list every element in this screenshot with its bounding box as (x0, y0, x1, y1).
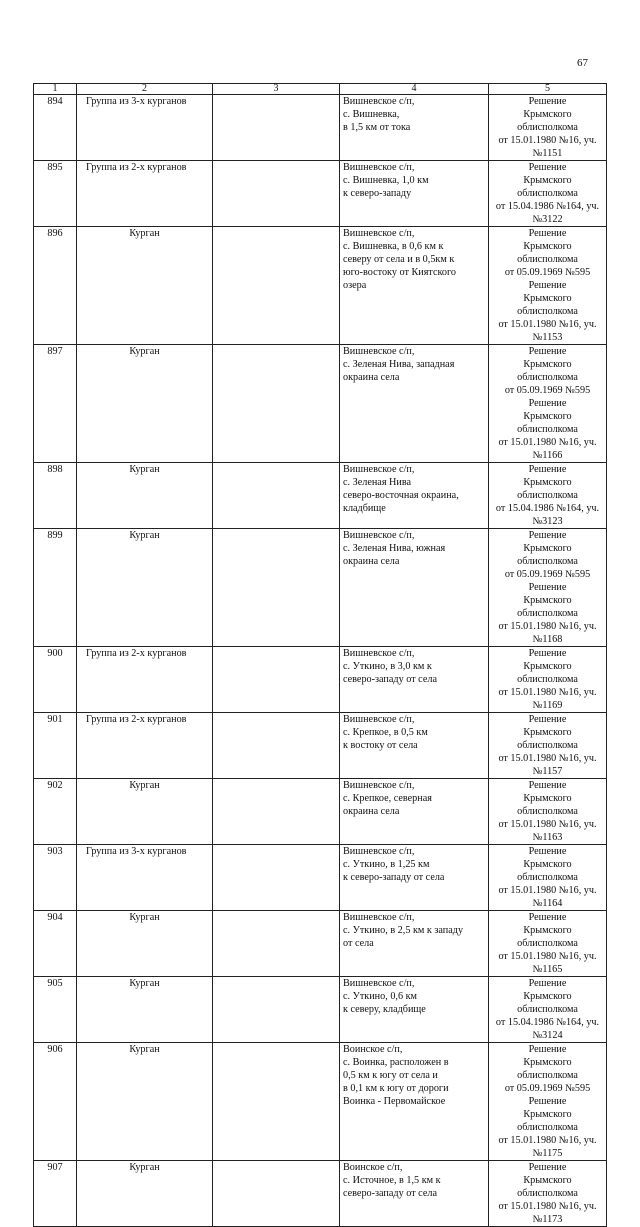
row-number-cell: 894 (34, 95, 77, 161)
table-row (34, 161, 607, 227)
location-cell: Вишневское с/п, с. Вишневка, 1,0 км к северо-западу (340, 161, 489, 227)
row-number-cell: 903 (34, 845, 77, 911)
table-row (34, 911, 607, 977)
row-number-cell: 898 (34, 463, 77, 529)
location-cell: Вишневское с/п, с. Зеленая Нива северо-восточная окраина, кладбище (340, 463, 489, 529)
table-body (34, 95, 607, 1227)
location-cell: Вишневское с/п, с. Уткино, в 2,5 км к западу от села (340, 911, 489, 977)
document-cell: Решение Крымского облисполкома от 15.01.1980 №16, уч.№1164 (489, 845, 607, 911)
table-row (34, 95, 607, 161)
column-header: 3 (213, 84, 340, 95)
table-row (34, 977, 607, 1043)
location-cell: Вишневское с/п, с. Уткино, в 1,25 км к северо-западу от села (340, 845, 489, 911)
blank-cell (213, 463, 340, 529)
row-number-cell: 896 (34, 227, 77, 345)
location-cell: Вишневское с/п, с. Зеленая Нива, западная окраина села (340, 345, 489, 463)
blank-cell (213, 161, 340, 227)
document-cell: Решение Крымского облисполкома от 05.09.1969 №595 Решение Крымского облисполкома от 15.01.1980 №16, уч.№1168 (489, 529, 607, 647)
document-cell: Решение Крымского облисполкома от 05.09.1969 №595 Решение Крымского облисполкома от 15.01.1980 №16, уч.№1175 (489, 1043, 607, 1161)
document-cell: Решение Крымского облисполкома от 05.09.1969 №595 Решение Крымского облисполкома от 15.01.1980 №16, уч.№1153 (489, 227, 607, 345)
table-row (34, 1043, 607, 1161)
table-row (34, 463, 607, 529)
object-name-cell: Курган (77, 1043, 213, 1161)
row-number-cell: 907 (34, 1161, 77, 1227)
object-name-cell: Курган (77, 779, 213, 845)
table-row (34, 1161, 607, 1227)
page-number: 67 (577, 57, 588, 69)
document-cell: Решение Крымского облисполкома от 15.04.1986 №164, уч.№3124 (489, 977, 607, 1043)
location-cell: Вишневское с/п, с. Крепкое, северная окраина села (340, 779, 489, 845)
table-row (34, 529, 607, 647)
blank-cell (213, 779, 340, 845)
blank-cell (213, 95, 340, 161)
object-name-cell: Группа из 3-х курганов (77, 845, 213, 911)
row-number-cell: 901 (34, 713, 77, 779)
row-number-cell: 899 (34, 529, 77, 647)
object-name-cell: Курган (77, 345, 213, 463)
location-cell: Вишневское с/п, с. Вишневка, в 0,6 км к северу от села и в 0,5км к юго-востоку от Киятского озера (340, 227, 489, 345)
table-header-row (34, 84, 607, 95)
column-header: 2 (77, 84, 213, 95)
blank-cell (213, 529, 340, 647)
location-cell: Воинское с/п, с. Источное, в 1,5 км к северо-западу от села (340, 1161, 489, 1227)
row-number-cell: 897 (34, 345, 77, 463)
location-cell: Воинское с/п, с. Воинка, расположен в 0,5 км к югу от села и в 0,1 км к югу от дороги Воинка - Первомайское (340, 1043, 489, 1161)
column-header: 1 (34, 84, 77, 95)
object-name-cell: Курган (77, 227, 213, 345)
document-cell: Решение Крымского облисполкома от 05.09.1969 №595 Решение Крымского облисполкома от 15.01.1980 №16, уч.№1166 (489, 345, 607, 463)
blank-cell (213, 977, 340, 1043)
table-row (34, 345, 607, 463)
location-cell: Вишневское с/п, с. Крепкое, в 0,5 км к востоку от села (340, 713, 489, 779)
blank-cell (213, 227, 340, 345)
object-name-cell: Курган (77, 911, 213, 977)
blank-cell (213, 911, 340, 977)
location-cell: Вишневское с/п, с. Вишневка, в 1,5 км от тока (340, 95, 489, 161)
document-cell: Решение Крымского облисполкома от 15.01.1980 №16, уч.№1169 (489, 647, 607, 713)
blank-cell (213, 845, 340, 911)
row-number-cell: 904 (34, 911, 77, 977)
object-name-cell: Группа из 2-х курганов (77, 713, 213, 779)
column-header: 5 (489, 84, 607, 95)
row-number-cell: 902 (34, 779, 77, 845)
blank-cell (213, 713, 340, 779)
object-name-cell: Курган (77, 977, 213, 1043)
document-cell: Решение Крымского облисполкома от 15.01.1980 №16, уч.№1173 (489, 1161, 607, 1227)
object-name-cell: Группа из 3-х курганов (77, 95, 213, 161)
blank-cell (213, 1043, 340, 1161)
table-row (34, 713, 607, 779)
document-cell: Решение Крымского облисполкома от 15.04.1986 №164, уч.№3122 (489, 161, 607, 227)
document-cell: Решение Крымского облисполкома от 15.01.1980 №16, уч.№1157 (489, 713, 607, 779)
row-number-cell: 906 (34, 1043, 77, 1161)
row-number-cell: 900 (34, 647, 77, 713)
object-name-cell: Курган (77, 1161, 213, 1227)
object-name-cell: Группа из 2-х курганов (77, 647, 213, 713)
location-cell: Вишневское с/п, с. Уткино, 0,6 км к северу, кладбище (340, 977, 489, 1043)
table-row (34, 845, 607, 911)
column-header: 4 (340, 84, 489, 95)
row-number-cell: 895 (34, 161, 77, 227)
location-cell: Вишневское с/п, с. Зеленая Нива, южная окраина села (340, 529, 489, 647)
object-name-cell: Курган (77, 529, 213, 647)
document-cell: Решение Крымского облисполкома от 15.01.1980 №16, уч.№1165 (489, 911, 607, 977)
row-number-cell: 905 (34, 977, 77, 1043)
blank-cell (213, 647, 340, 713)
table-row (34, 227, 607, 345)
monuments-table (33, 83, 607, 1227)
table-row (34, 779, 607, 845)
table-row (34, 647, 607, 713)
blank-cell (213, 345, 340, 463)
object-name-cell: Группа из 2-х курганов (77, 161, 213, 227)
location-cell: Вишневское с/п, с. Уткино, в 3,0 км к северо-западу от села (340, 647, 489, 713)
document-cell: Решение Крымского облисполкома от 15.01.1980 №16, уч.№1163 (489, 779, 607, 845)
object-name-cell: Курган (77, 463, 213, 529)
blank-cell (213, 1161, 340, 1227)
document-cell: Решение Крымского облисполкома от 15.01.1980 №16, уч.№1151 (489, 95, 607, 161)
document-cell: Решение Крымского облисполкома от 15.04.1986 №164, уч.№3123 (489, 463, 607, 529)
